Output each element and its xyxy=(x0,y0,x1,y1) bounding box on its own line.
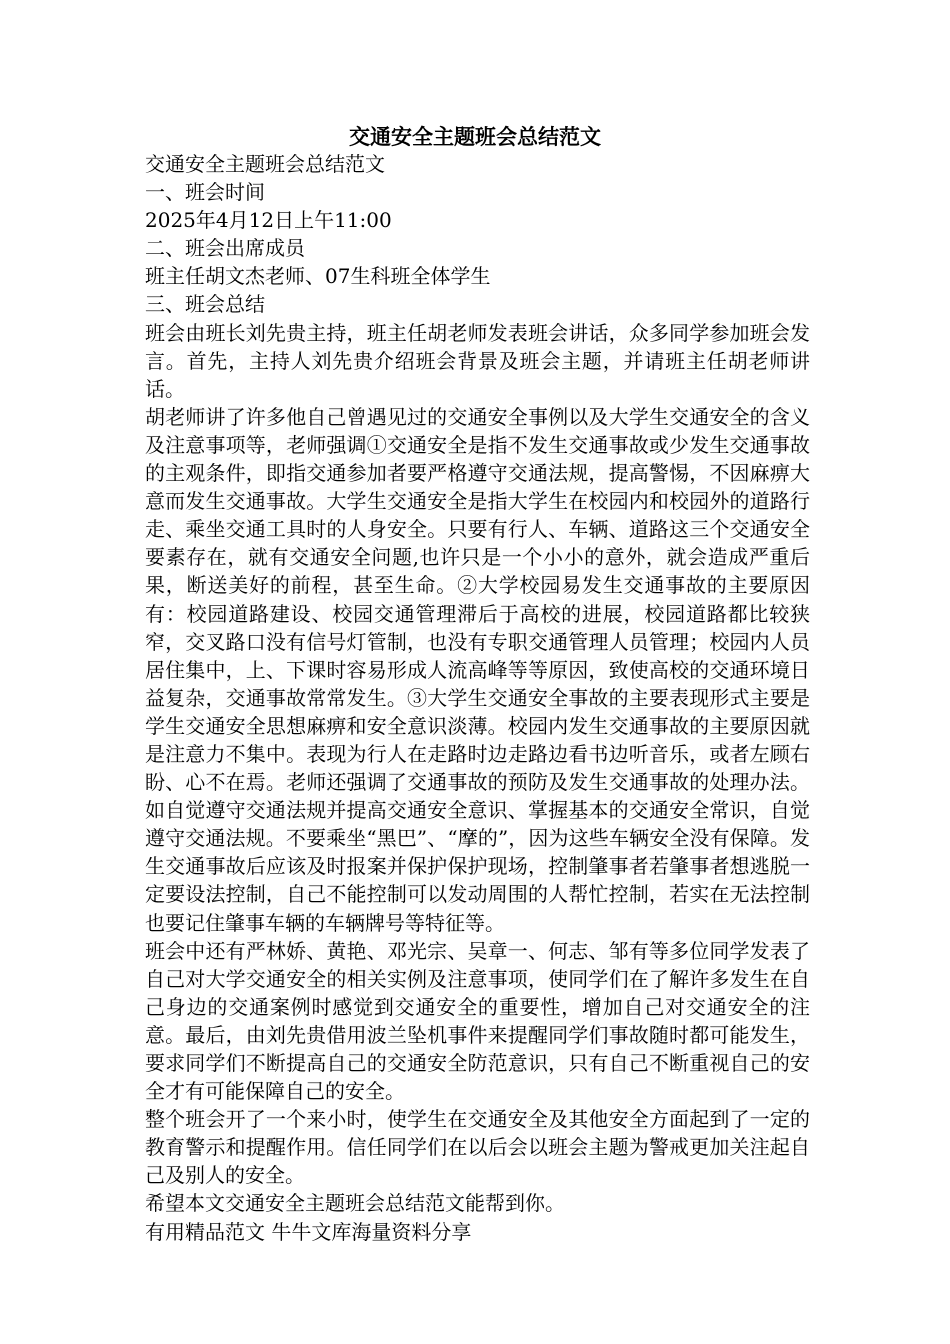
body-paragraph-intro: 班会由班长刘先贵主持，班主任胡老师发表班会讲话，众多同学参加班会发言。首先，主持人刘先贵介绍班会背景及班会主题，并请班主任胡老师讲话。 xyxy=(145,320,810,401)
document-body xyxy=(145,150,810,1246)
document-title: 交通安全主题班会总结范文 xyxy=(349,125,601,149)
section-heading-attendees: 二、班会出席成员 xyxy=(145,236,305,261)
section-heading-summary: 三、班会总结 xyxy=(145,292,265,317)
closing-line: 希望本文交通安全主题班会总结范文能帮到你。 xyxy=(145,1191,565,1216)
meeting-time-value: 2025年4月12日上午11:00 xyxy=(145,208,392,233)
section-heading-time: 一、班会时间 xyxy=(145,180,265,205)
body-paragraph-teacher-speech: 胡老师讲了许多他自己曾遇见过的交通安全事例以及大学生交通安全的含义及注意事项等，老师强调①交通安全是指不发生交通事故或少发生交通事故的主观条件，即指交通参加者要严格遵守交通法规，提高警惕，不因麻痹大意而发生交通事故。大学生交通安全是指大学生在校园内和校园外的道路行走、乘坐交通工具时的人身安全。只要有行人、车辆、道路这三个交通安全要素存在，就有交通安全问题,也许只是一个小小的意外，就会造成严重后果，断送美好的前程，甚至生命。②大学校园易发生交通事故的主要原因有：校园道路建设、校园交通管理滞后于高校的进展，校园道路都比较狭窄，交叉路口没有信号灯管制，也没有专职交通管理人员管理；校园内人员居住集中，上、下课时容易形成人流高峰等等原因，致使高校的交通环境日益复杂，交通事故常常发生。③大学生交通安全事故的主要表现形式主要是学生交通安全思想麻痹和安全意识淡薄。校园内发生交通事故的主要原因就是注意力不集中。表现为行人在走路时边走路边看书边听音乐，或者左顾右盼、心不在焉。老师还强调了交通事故的预防及发生交通事故的处理办法。如自觉遵守交通法规并提高交通安全意识、掌握基本的交通安全常识，自觉遵守交通法规。不要乘坐“黑巴”、“摩的”，因为这些车辆安全没有保障。发生交通事故后应该及时报案并保护保护现场，控制肇事者若肇事者想逃脱一定要设法控制，自己不能控制可以发动周围的人帮忙控制，若实在无法控制也要记住肇事车辆的车辆牌号等特征等。 xyxy=(145,404,810,935)
body-paragraph-conclusion: 整个班会开了一个来小时，使学生在交通安全及其他安全方面起到了一定的教育警示和提醒作用。信任同学们在以后会以班会主题为警戒更加关注起自己及别人的安全。 xyxy=(145,1107,810,1188)
body-paragraph-student-speeches: 班会中还有严林娇、黄艳、邓光宗、吴章一、何志、邹有等多位同学发表了自己对大学交通安全的相关实例及注意事项，使同学们在了解许多发生在自己身边的交通案例时感觉到交通安全的重要性，增加自己对交通安全的注意。最后，由刘先贵借用波兰坠机事件来提醒同学们事故随时都可能发生，要求同学们不断提高自己的交通安全防范意识，只有自己不断重视自己的安全才有可能保障自己的安全。 xyxy=(145,938,810,1104)
attendees-value: 班主任胡文杰老师、07生科班全体学生 xyxy=(145,264,491,289)
subtitle-paragraph: 交通安全主题班会总结范文 xyxy=(145,152,385,176)
footer-line: 有用精品范文 牛牛文库海量资料分享 xyxy=(145,1219,472,1244)
